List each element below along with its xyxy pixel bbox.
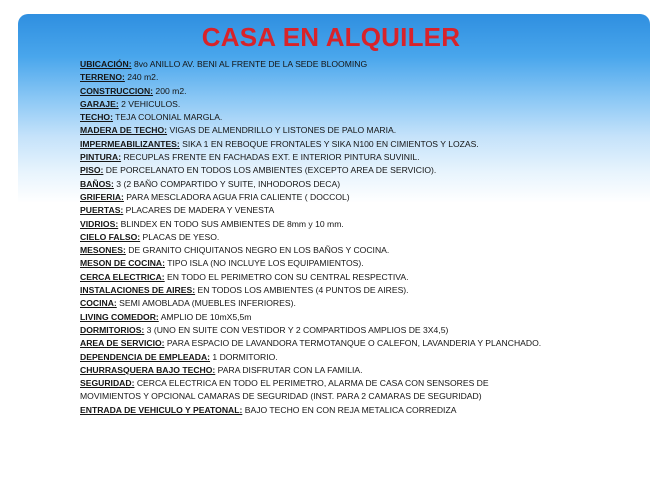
- spec-value: 8vo ANILLO AV. BENI AL FRENTE DE LA SEDE BLOOMING: [131, 59, 368, 69]
- spec-item: [80, 58, 550, 71]
- spec-label: MADERA DE TECHO:: [80, 125, 168, 136]
- spec-item: [80, 178, 550, 191]
- spec-value: 200 m2.: [153, 85, 187, 96]
- spec-item: [80, 244, 550, 257]
- spec-item: [80, 337, 542, 350]
- spec-item: [80, 151, 550, 164]
- spec-item: [80, 364, 550, 377]
- spec-item: [80, 191, 550, 204]
- spec-label: AREA DE SERVICIO:: [80, 338, 165, 349]
- spec-item: [80, 98, 550, 111]
- spec-label: GARAJE:: [80, 98, 119, 109]
- spec-value: SIKA 1 EN REBOQUE FRONTALES Y SIKA N100 EN CIMIENTOS Y LOZAS.: [179, 138, 479, 149]
- spec-item: [80, 124, 550, 137]
- spec-label: TERRENO:: [80, 72, 125, 83]
- spec-label: INSTALACIONES DE AIRES:: [80, 285, 196, 296]
- spec-value: AMPLIO DE 10mX5,5m: [158, 311, 252, 322]
- page-title: CASA EN ALQUILER: [201, 22, 461, 52]
- spec-value: 3 (2 BAÑO COMPARTIDO Y SUITE, INHODOROS DECA): [113, 178, 341, 189]
- spec-label: CERCA ELECTRICA:: [80, 271, 165, 282]
- spec-item: [80, 204, 550, 217]
- spec-value: VIGAS DE ALMENDRILLO Y LISTONES DE PALO MARIA.: [167, 125, 397, 136]
- spec-label: CONSTRUCCION:: [80, 85, 154, 96]
- spec-value: EN TODOS LOS AMBIENTES (4 PUNTOS DE AIRES).: [195, 285, 409, 296]
- spec-list: [80, 58, 550, 417]
- spec-item: [80, 257, 550, 270]
- spec-value: 3 (UNO EN SUITE CON VESTIDOR Y 2 COMPARTIDOS AMPLIOS DE 3X4,5): [144, 324, 449, 335]
- spec-value: EN TODO EL PERIMETRO CON SU CENTRAL RESPECTIVA.: [164, 271, 409, 282]
- spec-value: DE GRANITO CHIQUITANOS NEGRO EN LOS BAÑOS Y COCINA.: [125, 245, 390, 256]
- spec-label: SEGURIDAD:: [80, 378, 135, 389]
- spec-item: [80, 218, 550, 231]
- spec-value: 2 VEHICULOS.: [118, 98, 181, 109]
- spec-label: PISO:: [80, 165, 104, 176]
- spec-label: UBICACIÓN:: [80, 59, 132, 69]
- spec-value: DE PORCELANATO EN TODOS LOS AMBIENTES (EXCEPTO AREA DE SERVICIO).: [103, 165, 437, 176]
- spec-label: CIELO FALSO:: [80, 231, 141, 242]
- spec-label: CHURRASQUERA BAJO TECHO:: [80, 364, 216, 375]
- spec-item: [80, 284, 550, 297]
- spec-item: [80, 324, 550, 337]
- spec-value: BAJO TECHO EN CON REJA METALICA CORREDIZA: [242, 404, 457, 415]
- spec-value: PLACAS DE YESO.: [140, 231, 220, 242]
- spec-label: LIVING COMEDOR:: [80, 311, 159, 322]
- spec-value: PARA DISFRUTAR CON LA FAMILIA.: [215, 364, 363, 375]
- spec-value: 1 DORMITORIO.: [210, 351, 278, 362]
- spec-label: DORMITORIOS:: [80, 324, 145, 335]
- spec-label: COCINA:: [80, 298, 117, 309]
- spec-value: CERCA ELECTRICA EN TODO EL PERIMETRO, ALARMA DE CASA CON SENSORES DE MOVIMIENTOS Y OPCIONAL CAMARAS DE SEGURIDAD (INST. PARA 2 CAMARAS DE SEGURIDAD): [80, 378, 489, 402]
- spec-item: [80, 404, 550, 417]
- spec-item: [80, 351, 550, 364]
- spec-item: [80, 164, 550, 177]
- spec-value: PLACARES DE MADERA Y VENESTA: [123, 205, 275, 216]
- spec-value: TEJA COLONIAL MARGLA.: [112, 112, 223, 123]
- spec-label: DEPENDENCIA DE EMPLEADA:: [80, 351, 211, 362]
- spec-item: [80, 297, 550, 310]
- spec-label: PINTURA:: [80, 152, 122, 163]
- spec-value: RECUPLAS FRENTE EN FACHADAS EXT. E INTERIOR PINTURA SUVINIL.: [121, 152, 420, 163]
- spec-label: TECHO:: [80, 112, 113, 123]
- spec-value: PARA MESCLADORA AGUA FRIA CALIENTE ( DOCCOL): [123, 191, 350, 202]
- spec-item: [80, 138, 550, 151]
- spec-label: IMPERMEABILIZANTES:: [80, 138, 180, 149]
- spec-value: SEMI AMOBLADA (MUEBLES INFERIORES).: [116, 298, 296, 309]
- spec-label: GRIFERIA:: [80, 191, 124, 202]
- spec-item: [80, 271, 550, 284]
- spec-value: TIPO ISLA (NO INCLUYE LOS EQUIPAMIENTOS).: [165, 258, 364, 269]
- spec-label: PUERTAS:: [80, 205, 124, 216]
- spec-item: [80, 71, 550, 84]
- spec-item: [80, 377, 542, 404]
- spec-label: ENTRADA DE VEHICULO Y PEATONAL:: [80, 404, 243, 415]
- spec-label: MESONES:: [80, 245, 126, 256]
- spec-label: VIDRIOS:: [80, 218, 119, 229]
- spec-value: 240 m2.: [124, 72, 159, 83]
- spec-item: [80, 85, 550, 98]
- spec-label: BAÑOS:: [80, 178, 114, 189]
- spec-value: BLINDEX EN TODO SUS AMBIENTES DE 8mm y 10 mm.: [118, 218, 344, 229]
- spec-item: [80, 231, 550, 244]
- spec-item: [80, 111, 550, 124]
- spec-item: [80, 311, 550, 324]
- spec-label: MESON DE COCINA:: [80, 258, 165, 269]
- spec-value: PARA ESPACIO DE LAVANDORA TERMOTANQUE O CALEFON, LAVANDERIA Y PLANCHADO.: [164, 338, 542, 349]
